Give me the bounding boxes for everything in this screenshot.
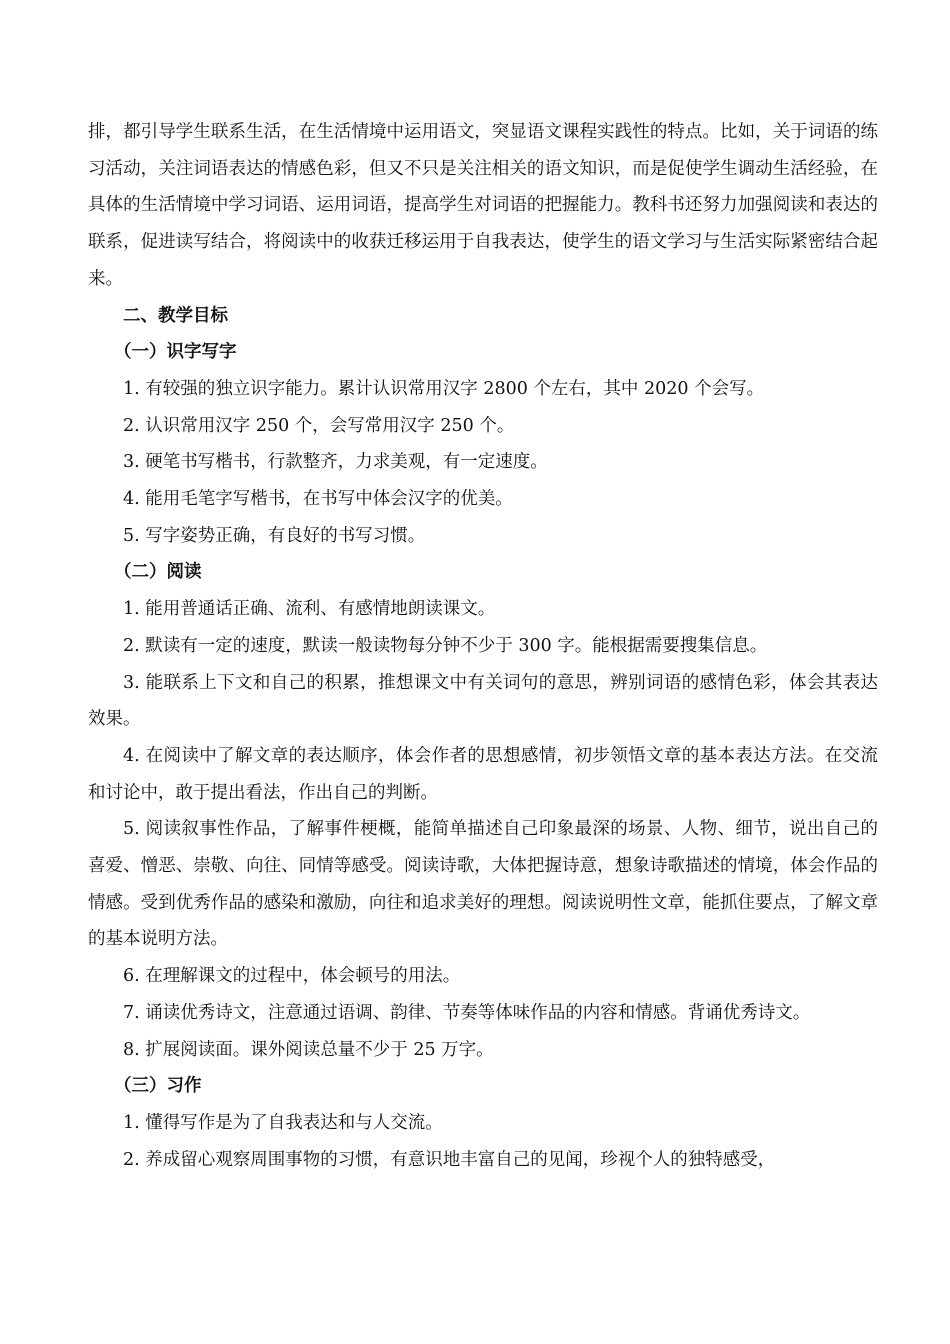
list-item: 2. 认识常用汉字 250 个，会写常用汉字 250 个。 (123, 415, 515, 436)
list-item: 8. 扩展阅读面。课外阅读总量不少于 25 万字。 (123, 1039, 494, 1060)
document-body (88, 114, 878, 1178)
list-item: 1. 能用普通话正确、流利、有感情地朗读课文。 (123, 599, 496, 620)
list-item: 5. 阅读叙事性作品，了解事件梗概，能简单描述自己印象最深的场景、人物、细节，说出自己的喜爱、憎恶、崇敬、向往、同情等感受。阅读诗歌，大体把握诗意，想象诗歌描述的情境，体会作品的情感。受到优秀作品的感染和激励，向往和追求美好的理想。阅读说明性文章，能抓住要点，了解文章的基本说明方法。 (88, 819, 878, 950)
list-item: 7. 诵读优秀诗文，注意通过语调、韵律、节奏等体味作品的内容和情感。背诵优秀诗文。 (123, 1002, 811, 1023)
section-heading-teaching-goals: 二、教学目标 (123, 305, 228, 326)
subsection-heading-literacy: （一）识字写字 (114, 342, 237, 363)
list-item: 4. 能用毛笔字写楷书，在书写中体会汉字的优美。 (123, 489, 513, 510)
list-item: 2. 默读有一定的速度，默读一般读物每分钟不少于 300 字。能根据需要搜集信息。 (123, 635, 768, 656)
subsection-heading-reading: （二）阅读 (114, 562, 202, 583)
list-item: 5. 写字姿势正确，有良好的书写习惯。 (123, 525, 426, 546)
subsection-heading-writing: （三）习作 (114, 1076, 202, 1097)
list-item: 3. 硬笔书写楷书，行款整齐，力求美观，有一定速度。 (123, 452, 548, 473)
list-item: 3. 能联系上下文和自己的积累，推想课文中有关词句的意思，辨别词语的感情色彩，体会其表达效果。 (88, 672, 878, 730)
list-item: 1. 有较强的独立识字能力。累计认识常用汉字 2800 个左右，其中 2020 个会写。 (123, 378, 765, 399)
list-item: 4. 在阅读中了解文章的表达顺序，体会作者的思想感情，初步领悟文章的基本表达方法。在交流和讨论中，敢于提出看法，作出自己的判断。 (88, 745, 878, 803)
intro-paragraph: 排，都引导学生联系生活，在生活情境中运用语文，突显语文课程实践性的特点。比如，关于词语的练习活动，关注词语表达的情感色彩，但又不只是关注相关的语文知识，而是促使学生调动生活经验，在具体的生活情境中学习词语、运用词语，提高学生对词语的把握能力。教科书还努力加强阅读和表达的联系，促进读写结合，将阅读中的收获迁移运用于自我表达，使学生的语文学习与生活实际紧密结合起来。 (88, 122, 878, 289)
list-item: 6. 在理解课文的过程中，体会顿号的用法。 (123, 966, 461, 987)
list-item: 2. 养成留心观察周围事物的习惯，有意识地丰富自己的见闻，珍视个人的独特感受， (123, 1149, 776, 1170)
list-item: 1. 懂得写作是为了自我表达和与人交流。 (123, 1112, 443, 1133)
